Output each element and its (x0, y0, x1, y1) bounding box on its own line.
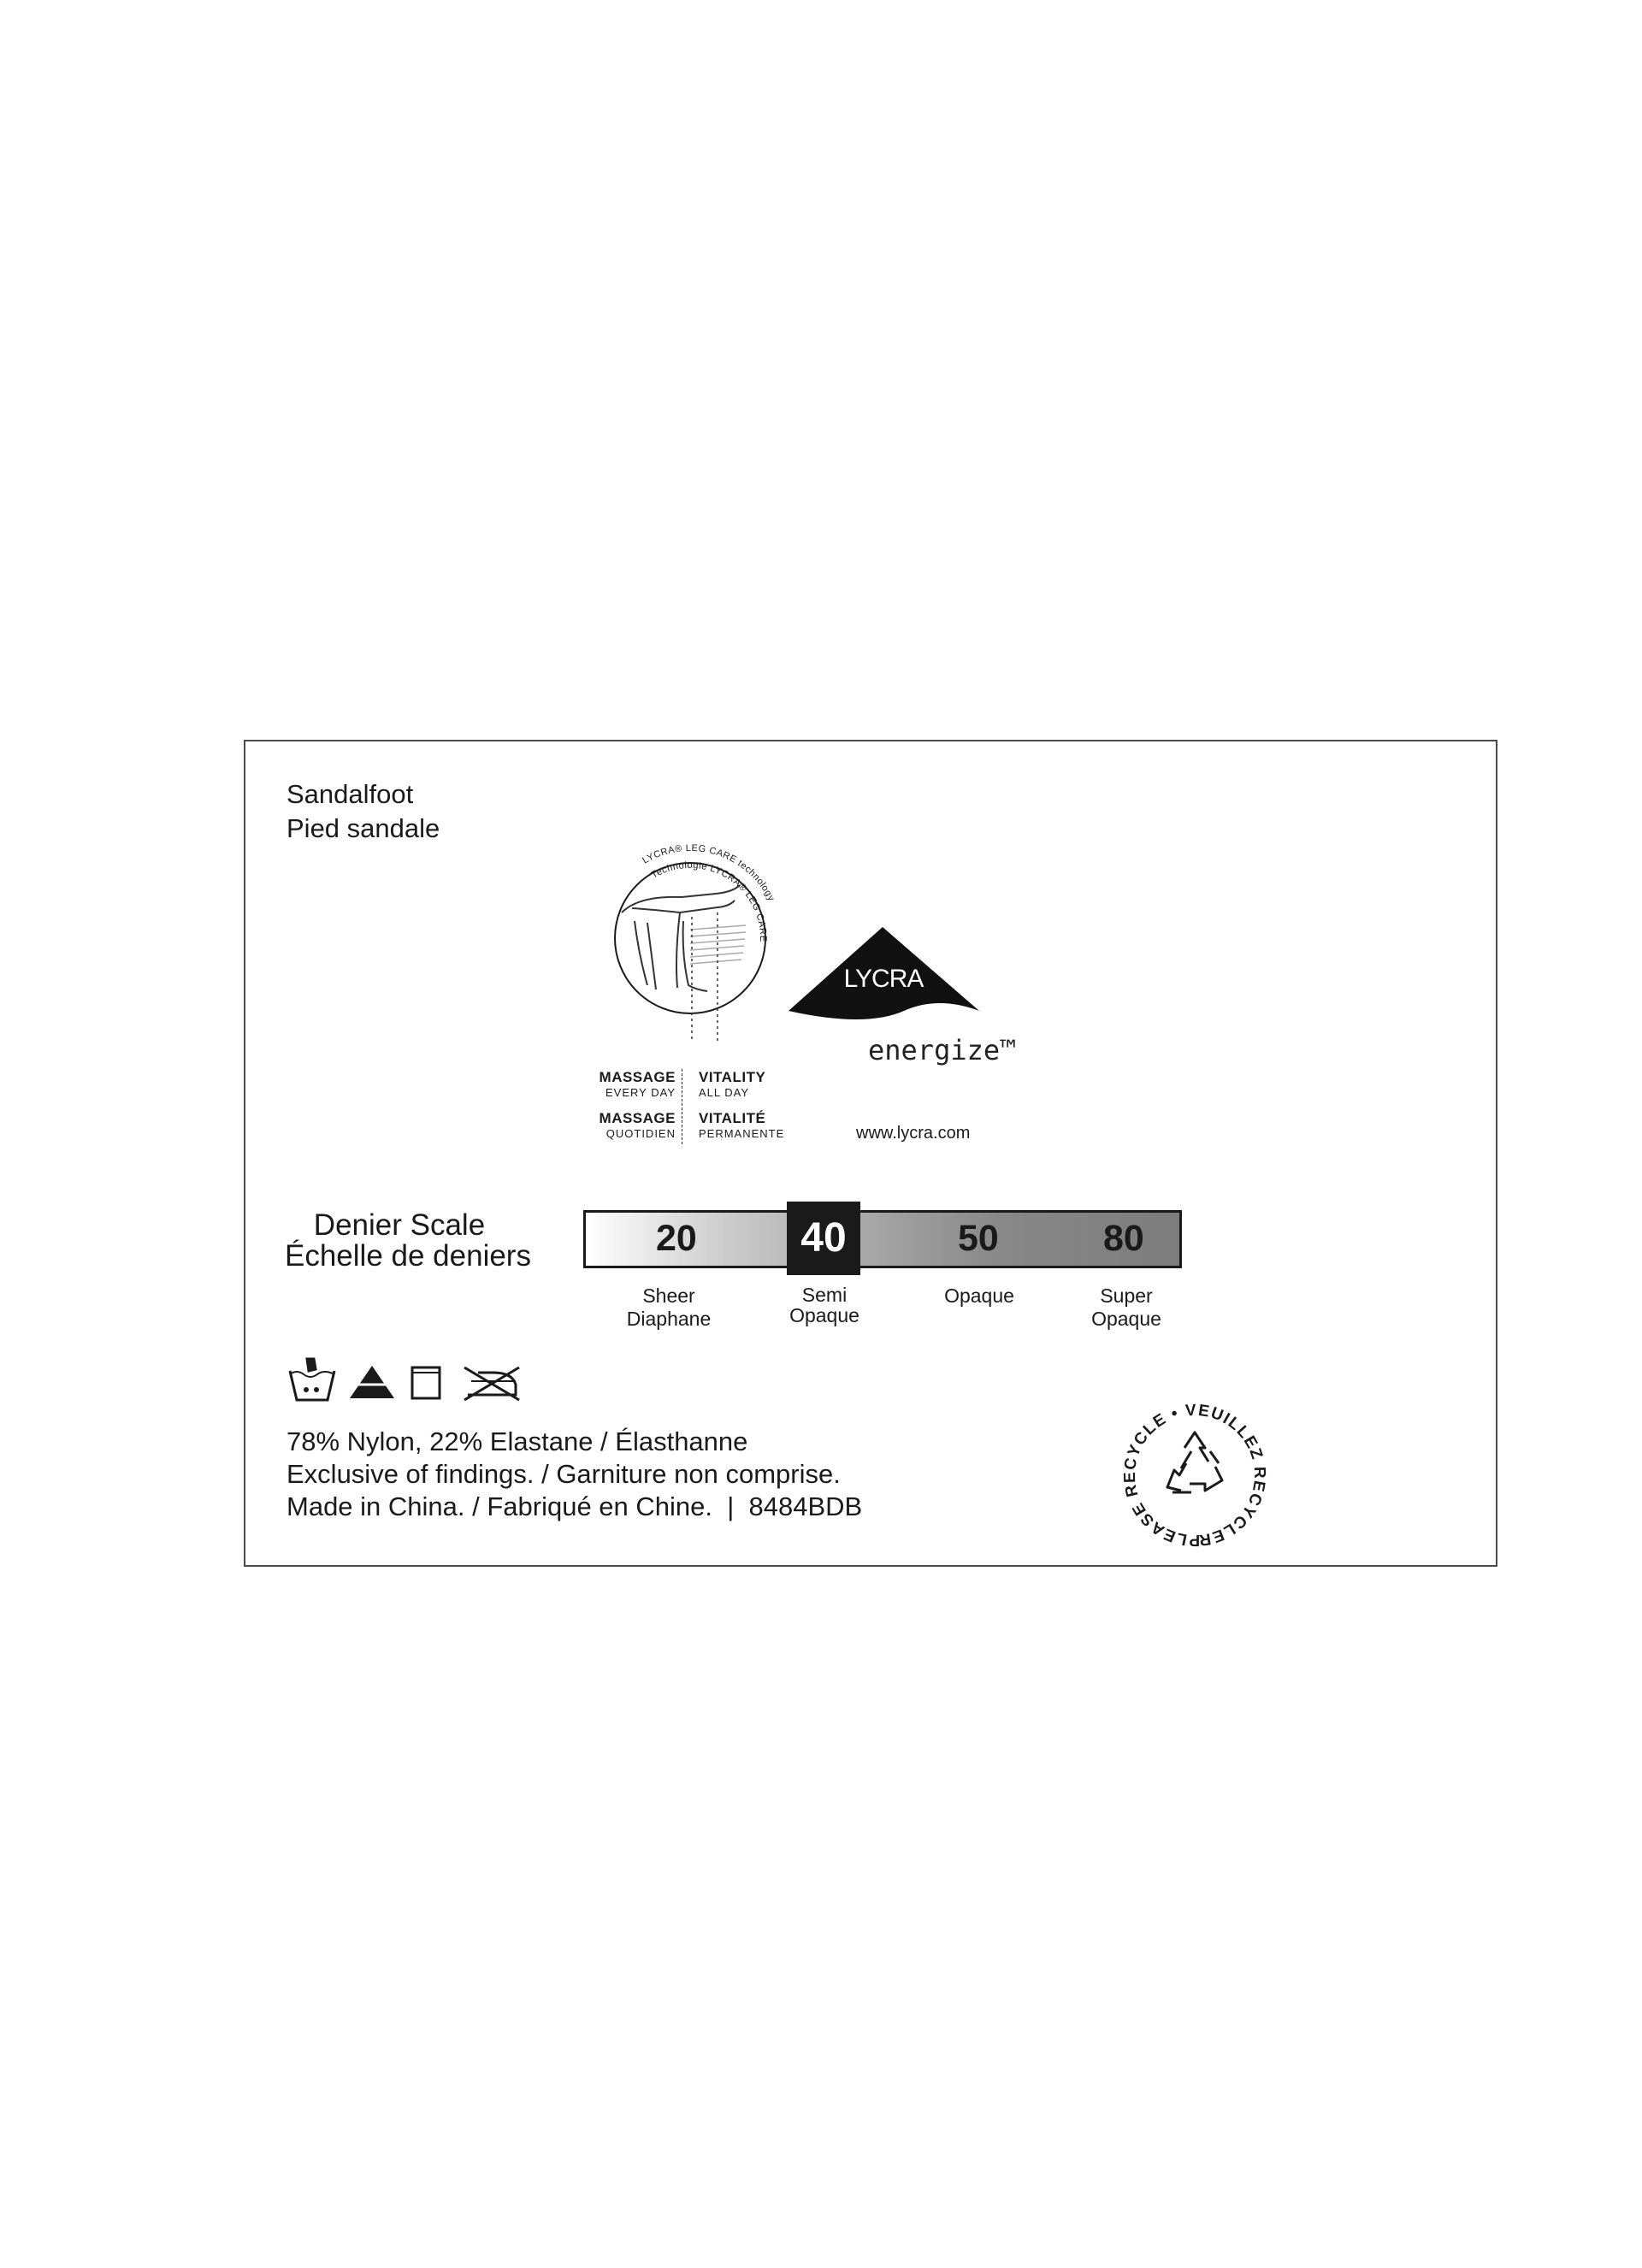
bleach-icon (350, 1366, 394, 1398)
origin-code: Made in China. / Fabriqué en Chine. | 8484BDB (286, 1491, 863, 1521)
denier-value-40: 40 (800, 1215, 847, 1261)
do-not-iron-icon (464, 1367, 519, 1400)
tumble-dry-icon (412, 1367, 440, 1398)
style-name-fr: Pied sandale (286, 813, 440, 843)
leg-care-arc-fr: Technologie LYCRA® LEG CARE (649, 859, 769, 942)
hand-wash-icon (290, 1359, 334, 1400)
care-symbols (288, 1355, 528, 1407)
vitality-fr-sub: PERMANENTE (699, 1127, 785, 1140)
lycra-energize: energize™ (868, 1034, 1017, 1066)
denier-value-50: 50 (958, 1218, 999, 1259)
style-name-en: Sandalfoot (286, 779, 414, 809)
leg-care-arc-en: LYCRA® LEG CARE technology (641, 842, 777, 903)
denier-value-20: 20 (656, 1218, 697, 1259)
svg-text:PLEASE RECYCLE • VEUILLEZ RECY (1118, 1398, 1272, 1552)
denier-caption-50: Opaque (944, 1285, 1014, 1307)
denier-title-fr: Échelle de deniers (285, 1239, 531, 1273)
denier-caption-40: Semi Opaque (789, 1284, 859, 1326)
recycle-seal (1118, 1398, 1272, 1552)
leg-care-badge (588, 827, 793, 1041)
massage-fr-sub: QUOTIDIEN (605, 1127, 676, 1140)
fiber-content: 78% Nylon, 22% Elastane / Élasthanne (286, 1426, 748, 1456)
lycra-logo (784, 925, 981, 1019)
lycra-url: www.lycra.com (856, 1124, 971, 1143)
svg-text:LYCRA® LEG CARE technology (640, 827, 777, 949)
lycra-wordmark: LYCRA (843, 965, 924, 993)
findings-note: Exclusive of findings. / Garniture non comprise. (286, 1459, 841, 1489)
product-label (244, 740, 1497, 1567)
vitality-en-sub: ALL DAY (699, 1086, 750, 1099)
denier-value-80: 80 (1103, 1218, 1144, 1259)
vitality-fr: VITALITÉ (699, 1110, 766, 1126)
denier-title-en: Denier Scale (313, 1208, 486, 1242)
vitality-en: VITALITY (699, 1069, 766, 1085)
recycle-ring-text: PLEASE RECYCLE • VEUILLEZ RECYCLER (1120, 1401, 1269, 1550)
massage-en-sub: EVERY DAY (605, 1086, 676, 1099)
massage-en: MASSAGE (599, 1069, 676, 1085)
legs-illustration-icon (622, 885, 746, 1041)
recycle-icon (1167, 1432, 1222, 1492)
denier-caption-20: Sheer Diaphane (626, 1285, 712, 1330)
denier-caption-80: Super Opaque (1091, 1285, 1161, 1330)
massage-fr: MASSAGE (599, 1110, 676, 1126)
